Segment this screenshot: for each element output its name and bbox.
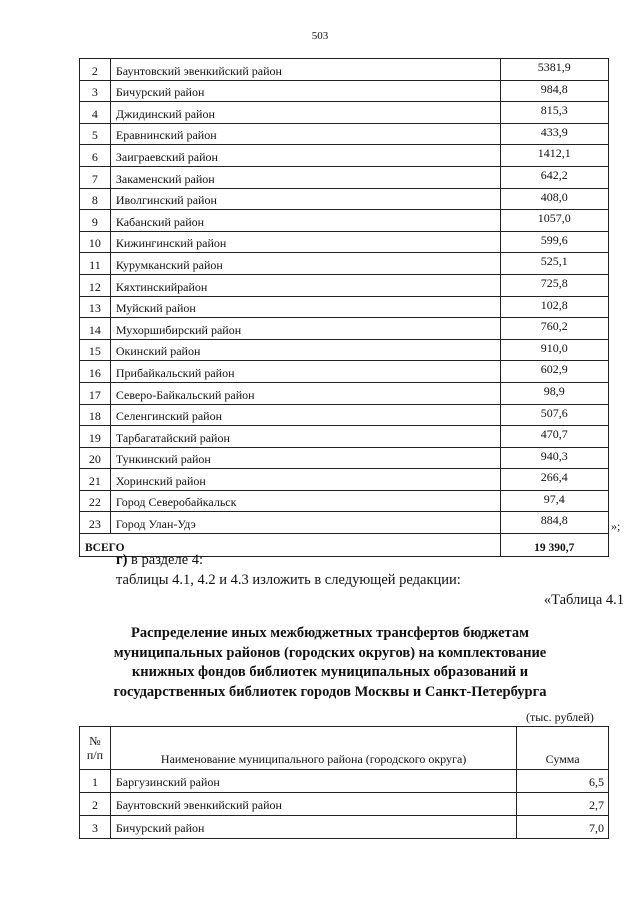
- row-district-name: Окинский район: [110, 339, 500, 361]
- table-row: [80, 166, 609, 188]
- row-sum: 102,8: [500, 296, 608, 318]
- row-district-name: Иволгинский район: [110, 188, 500, 210]
- heading-line: Распределение иных межбюджетных трансфертов бюджетам: [131, 625, 529, 641]
- row-number: 23: [80, 512, 111, 534]
- table-row: [80, 318, 609, 340]
- row-number: 21: [80, 469, 111, 491]
- table-row: [80, 816, 609, 839]
- table-row: [80, 404, 609, 426]
- row-number: 13: [80, 296, 111, 318]
- table-row: [80, 490, 609, 512]
- row-district-name: Тарбагатайский район: [110, 426, 500, 448]
- row-sum: 507,6: [500, 404, 608, 426]
- table-row: [80, 80, 609, 102]
- row-sum: 98,9: [500, 382, 608, 404]
- table-row: [80, 210, 609, 232]
- heading-line: книжных фондов библиотек муниципальных образований и: [131, 664, 529, 680]
- row-sum: 433,9: [500, 123, 608, 145]
- row-number: 18: [80, 404, 111, 426]
- row-sum: 97,4: [500, 490, 608, 512]
- row-sum: 6,5: [517, 770, 609, 793]
- row-sum: 910,0: [500, 339, 608, 361]
- header-number-line: №: [89, 734, 101, 748]
- row-number: 9: [80, 210, 111, 232]
- row-sum: 760,2: [500, 318, 608, 340]
- unit-label: (тыс. рублей): [526, 710, 594, 724]
- row-district-name: Кабанский район: [110, 210, 500, 232]
- table-row: [80, 339, 609, 361]
- row-district-name: Прибайкальский район: [110, 361, 500, 383]
- table-row: [80, 770, 609, 793]
- row-number: 14: [80, 318, 111, 340]
- row-district-name: Бичурский район: [110, 816, 516, 839]
- instruction-paragraph: таблицы 4.1, 4.2 и 4.3 изложить в следующей редакции:: [116, 572, 461, 588]
- table-row: [80, 59, 609, 81]
- row-number: 3: [80, 816, 111, 839]
- row-number: 19: [80, 426, 111, 448]
- row-number: 16: [80, 361, 111, 383]
- header-name: Наименование муниципального района (городского округа): [110, 727, 516, 770]
- row-sum: 5381,9: [500, 59, 608, 81]
- row-number: 6: [80, 145, 111, 167]
- row-number: 11: [80, 253, 111, 275]
- row-district-name: Город Улан-Удэ: [110, 512, 500, 534]
- table-row: [80, 426, 609, 448]
- table-row: [80, 102, 609, 124]
- row-district-name: Баунтовский эвенкийский район: [110, 793, 516, 816]
- row-district-name: Муйский район: [110, 296, 500, 318]
- row-sum: 2,7: [517, 793, 609, 816]
- row-sum: 884,8: [500, 512, 608, 534]
- row-sum: 7,0: [517, 816, 609, 839]
- row-sum: 266,4: [500, 469, 608, 491]
- library-transfers-table: [79, 726, 609, 839]
- row-number: 8: [80, 188, 111, 210]
- header-number-line: п/п: [86, 748, 104, 762]
- row-district-name: Закаменский район: [110, 166, 500, 188]
- table-row: [80, 231, 609, 253]
- header-row: [80, 727, 609, 770]
- row-number: 3: [80, 80, 111, 102]
- table-row: [80, 447, 609, 469]
- row-district-name: Мухоршибирский район: [110, 318, 500, 340]
- table-row: [80, 469, 609, 491]
- row-sum: 1412,1: [500, 145, 608, 167]
- table-row: [80, 793, 609, 816]
- table-row: [80, 253, 609, 275]
- table-row: [80, 188, 609, 210]
- table-heading: [70, 624, 590, 702]
- row-district-name: Кяхтинскийрайон: [110, 274, 500, 296]
- row-district-name: Северо-Байкальский район: [110, 382, 500, 404]
- page-number: 503: [311, 30, 329, 42]
- row-sum: 599,6: [500, 231, 608, 253]
- row-district-name: Кижингинский район: [110, 231, 500, 253]
- table-row: [80, 361, 609, 383]
- table-row: [80, 296, 609, 318]
- row-sum: 470,7: [500, 426, 608, 448]
- total-value: 19 390,7: [500, 534, 608, 557]
- row-number: 15: [80, 339, 111, 361]
- row-sum: 815,3: [500, 102, 608, 124]
- row-sum: 725,8: [500, 274, 608, 296]
- row-number: 22: [80, 490, 111, 512]
- row-number: 12: [80, 274, 111, 296]
- districts-allocation-table: [79, 58, 609, 557]
- row-district-name: Бичурский район: [110, 80, 500, 102]
- row-number: 2: [80, 59, 111, 81]
- table-row: [80, 274, 609, 296]
- row-number: 5: [80, 123, 111, 145]
- header-number: [80, 727, 111, 770]
- row-number: 4: [80, 102, 111, 124]
- table-closing-quote: »;: [611, 519, 621, 533]
- row-sum: 642,2: [500, 166, 608, 188]
- row-district-name: Хоринский район: [110, 469, 500, 491]
- row-sum: 525,1: [500, 253, 608, 275]
- table-row: [80, 382, 609, 404]
- row-sum: 984,8: [500, 80, 608, 102]
- subsection-paragraph: [116, 552, 203, 569]
- row-number: 20: [80, 447, 111, 469]
- total-label: ВСЕГО: [80, 534, 501, 557]
- subsection-letter: г): [116, 552, 128, 568]
- row-number: 1: [80, 770, 111, 793]
- row-sum: 408,0: [500, 188, 608, 210]
- row-sum: 940,3: [500, 447, 608, 469]
- row-number: 2: [80, 793, 111, 816]
- row-district-name: Курумканский район: [110, 253, 500, 275]
- header-sum: Сумма: [517, 727, 609, 770]
- row-district-name: Тункинский район: [110, 447, 500, 469]
- row-number: 10: [80, 231, 111, 253]
- row-district-name: Баргузинский район: [110, 770, 516, 793]
- row-district-name: Баунтовский эвенкийский район: [110, 59, 500, 81]
- row-district-name: Селенгинский район: [110, 404, 500, 426]
- table-reference: «Таблица 4.1: [543, 592, 624, 608]
- row-district-name: Заиграевский район: [110, 145, 500, 167]
- table-row: [80, 123, 609, 145]
- heading-line: государственных библиотек городов Москвы и Санкт-Петербурга: [113, 683, 547, 700]
- row-sum: 602,9: [500, 361, 608, 383]
- row-sum: 1057,0: [500, 210, 608, 232]
- row-district-name: Город Северобайкальск: [110, 490, 500, 512]
- subsection-text: в разделе 4:: [127, 552, 204, 568]
- row-district-name: Джидинский район: [110, 102, 500, 124]
- table-row: [80, 512, 609, 534]
- heading-line: муниципальных районов (городских округов) на комплектование: [113, 644, 547, 661]
- row-district-name: Еравнинский район: [110, 123, 500, 145]
- row-number: 17: [80, 382, 111, 404]
- row-number: 7: [80, 166, 111, 188]
- table-row: [80, 145, 609, 167]
